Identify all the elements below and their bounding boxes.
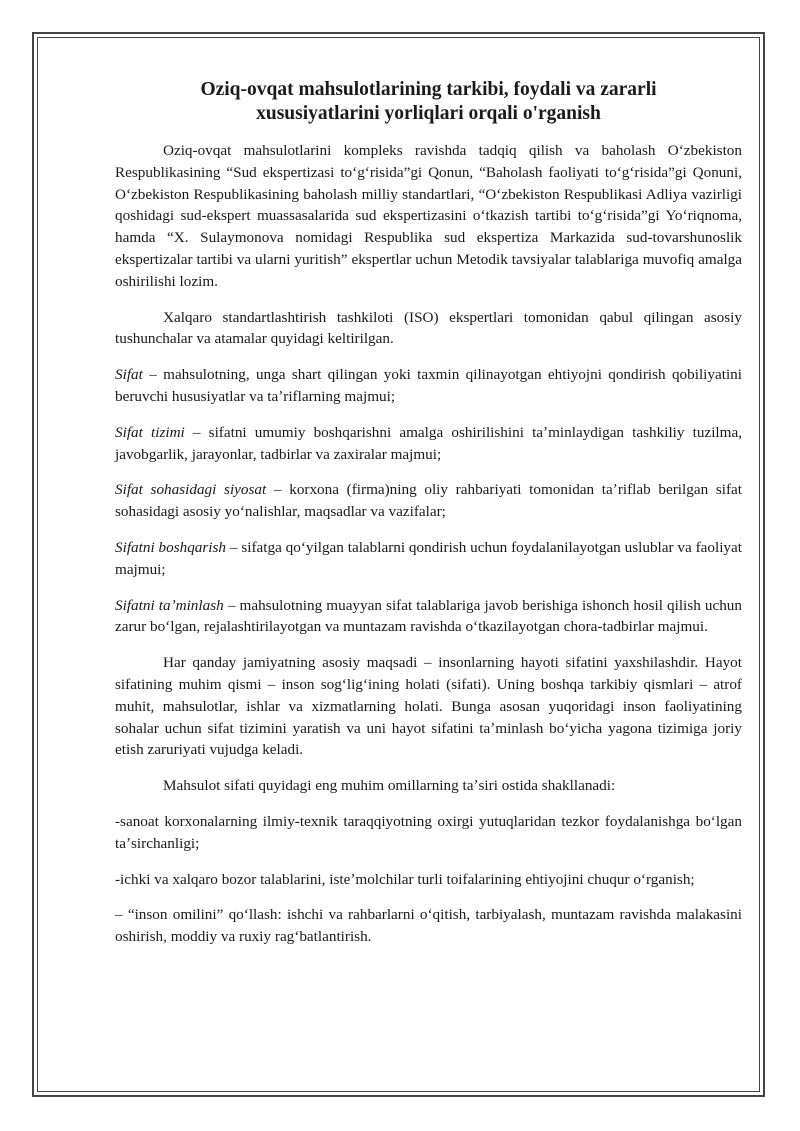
- definition-term: Sifat tizimi: [115, 423, 185, 441]
- definition-text: – mahsulotning, unga shart qilingan yoki taxmin qilinayotgan ehtiyojni qondirish qobiliyatini beruvchi hususiyatlar va taʼriflarning majmui;: [115, 366, 742, 405]
- document-title: [115, 78, 742, 126]
- factor-item: -sanoat korxonalarning ilmiy-texnik taraqqiyotning oxirgi yutuqlaridan tezkor foydalanishga boʻlgan taʼsirchanligi;: [115, 812, 742, 852]
- definition-text: – mahsulotning muayyan sifat talablariga javob berishiga ishonch hosil qilish uchun zarur boʻlgan, rejalashtirilayotgan va muntazam ravishda oʻtkazilayotgan chora-tadbirlar majmui.: [115, 596, 742, 636]
- definition-sifat-tizimi: [115, 422, 742, 466]
- paragraph-society: Har qanday jamiyatning asosiy maqsadi – insonlarning hayoti sifatini yaxshilashdir. Hayot sifatining muhim qismi – inson sogʻligʻining holati (sifati). Uning boshqa tarkibiy qismlari – atrof muhit, mahsulotlar, ishlar va xizmatlarning holati. Bunga asosan yuqoridagi inson faoliyatining sohalar uchun sifat tizimini yaratish va uni hayot sifatini taʼminlash boʻyicha yagona tizimiga joriy etish zaruriyati vujudga keladi.: [115, 654, 742, 759]
- title-line-2: xususiyatlarini yorliqlari orqali o'rganish: [256, 103, 601, 124]
- definition-text: – korxona (firma)ning oliy rahbariyati tomonidan taʼriflab berilgan sifat sohasidagi asosiy yoʻnalishlar, maqsadlar va vazifalar;: [115, 481, 742, 521]
- definition-term: Sifatni boshqarish: [115, 538, 227, 556]
- factor-item: – “inson omilini” qoʻllash: ishchi va rahbarlarni oʻqitish, tarbiyalash, muntazam ravishda malakasini oshirish, moddiy va ruxiy ragʻbatlantirish.: [115, 906, 742, 946]
- paragraph-intro: Oziq-ovqat mahsulotlarini kompleks ravishda tadqiq qilish va baholash Oʻzbekiston Respublikasining “Sud ekspertizasi toʻgʻrisida”gi Qonun, “Baholash faoliyati toʻgʻrisida”gi Qonuni, Oʻzbekiston Respublikasining baholash milliy standartlari, “Oʻzbekiston Respublikasi Adliya vazirligi qoshidagi sud-ekspert muassasalarida sud ekspertizasini oʻtkazish tartibi toʻgʻrisida”gi Yoʻriqnoma, hamda “X. Sulaymonova nomidagi Respublika sud ekspertiza Markazida sud-tovarshunoslik ekspertizalar tartibi va ularni yuritish” ekspertlar uchun Metodik tavsiyalar talablariga muvofiq amalga oshirilishi lozim.: [115, 142, 742, 290]
- paragraph-factors-intro: Mahsulot sifati quyidagi eng muhim omillarning taʼsiri ostida shakllanadi:: [163, 777, 616, 795]
- definition-sifat: [115, 364, 742, 408]
- definition-text: – sifatga qoʻyilgan talablarni qondirish uchun foydalanilayotgan uslublar va faoliyat majmui;: [115, 538, 742, 578]
- document-body: [115, 78, 742, 962]
- definition-text: – sifatni umumiy boshqarishni amalga oshirilishini taʼminlaydigan tashkiliy tuzilma, javobgarlik, jarayonlar, tadbirlar va zaxiralar majmui;: [115, 423, 742, 463]
- definition-term: Sifat: [115, 366, 143, 384]
- definition-sifat-siyosat: [115, 479, 742, 523]
- title-line-1: Oziq-ovqat mahsulotlarining tarkibi, foydali va zararli: [200, 79, 657, 100]
- paragraph-iso: Xalqaro standartlashtirish tashkiloti (ISO) ekspertlari tomonidan qabul qilingan asosiy tushunchalar va atamalar quyidagi keltirilgan.: [115, 308, 742, 348]
- definition-term: Sifatni taʼminlash: [115, 596, 224, 614]
- definition-sifatni-boshqarish: [115, 537, 742, 581]
- definition-term: Sifat sohasidagi siyosat: [115, 481, 267, 499]
- factor-item: -ichki va xalqaro bozor talablarini, isteʼmolchilar turli toifalarining ehtiyojini chuqur oʻrganish;: [115, 870, 695, 888]
- definition-sifatni-taminlash: [115, 595, 742, 639]
